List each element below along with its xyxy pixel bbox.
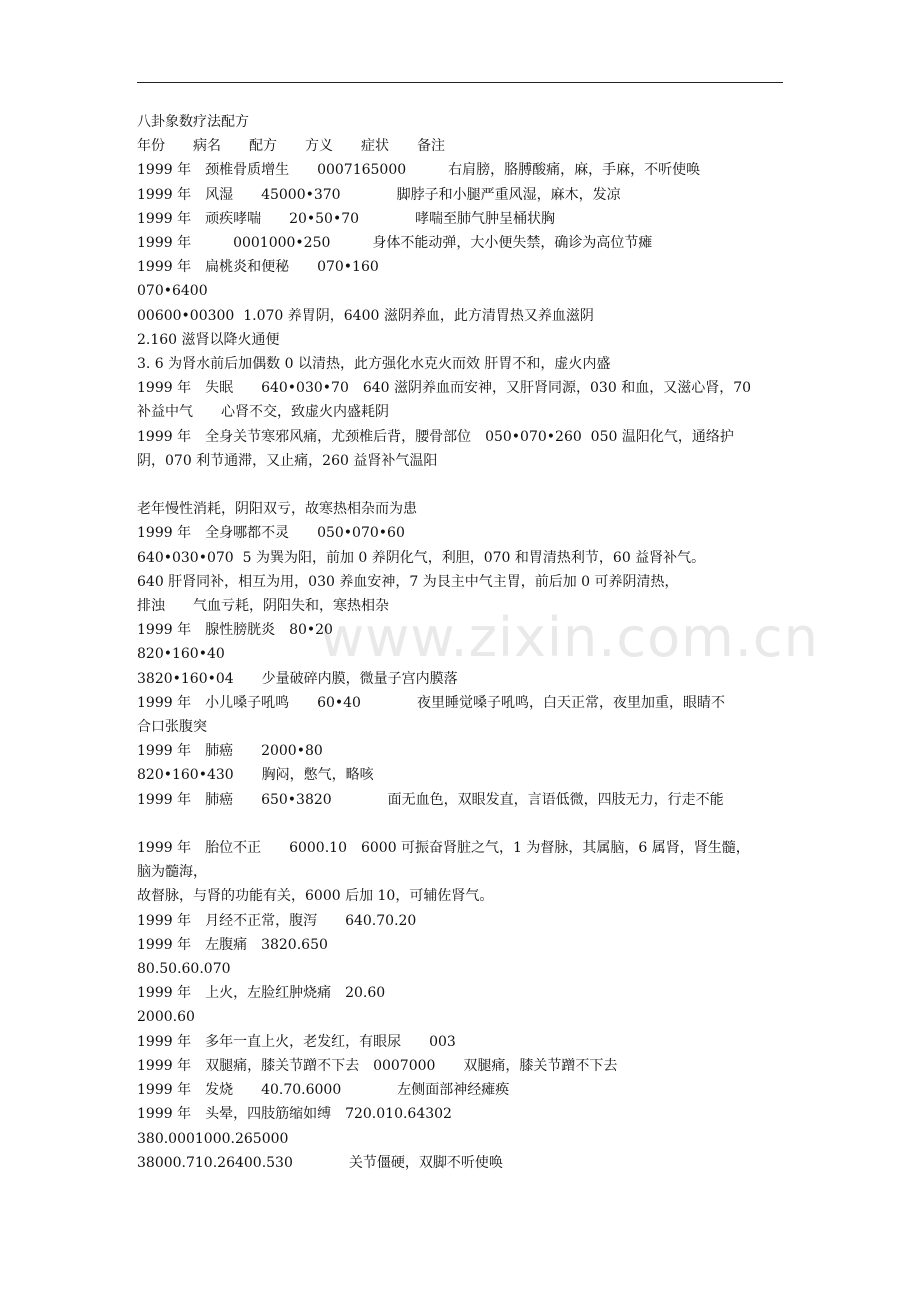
text-line: [137, 812, 787, 836]
text-line: 820•160•40: [137, 646, 225, 663]
text-line: 合口张腹突: [137, 719, 207, 736]
text-line: 640•030•070 5 为巽为阳，前加 0 养阴化气，利胆，070 和胃清热利节，60 益肾补气。: [137, 549, 706, 566]
text-line: 00600•00300 1.070 养胃阴，6400 滋阴养血，此方清胃热又养血滋阴: [137, 307, 594, 324]
text-line: 1999 年 扁桃炎和便秘 070•160: [137, 259, 379, 276]
text-line: 3820•160•04 少量破碎内膜，微量子宫内膜落: [137, 670, 458, 687]
text-line: 1999 年 上火，左脸红肿烧痛 20.60: [137, 985, 386, 1002]
text-line: 1999 年 腺性膀胱炎 80•20: [137, 622, 333, 639]
text-line: 1999 年 风湿 45000•370 脚脖子和小腿严重风湿，麻木，发凉: [137, 186, 621, 203]
text-line: 640 肝肾同补，相互为用，030 养血安神，7 为艮主中气主胃，前后加 0 可养阴清热，: [137, 573, 679, 590]
text-line: [137, 473, 787, 497]
text-line: 1999 年 月经不正常，腹泻 640.70.20: [137, 912, 417, 929]
text-line: 年份 病名 配方 方义 症状 备注: [137, 138, 445, 155]
text-line: 脑为髓海，: [137, 864, 207, 881]
text-line: 老年慢性消耗，阴阳双亏，故寒热相杂而为患: [137, 501, 417, 518]
text-line: 1999 年 左腹痛 3820.650: [137, 936, 328, 953]
text-line: 1999 年 全身关节寒邪风痛，尤颈椎后背，腰骨部位 050•070•260 050 温阳化气，通络护: [137, 428, 734, 445]
text-line: 1999 年 多年一直上火，老发红，有眼尿 003: [137, 1033, 456, 1050]
text-line: 1999 年 胎位不正 6000.10 6000 可振奋肾脏之气，1 为督脉，其属脑，6 属肾，肾生髓，: [137, 840, 750, 857]
text-line: 1999 年 小儿嗓子吼鸣 60•40 夜里睡觉嗓子吼鸣，白天正常，夜里加重，眼睛不: [137, 694, 725, 711]
text-line: 80.50.60.070: [137, 961, 231, 978]
text-line: 1999 年 失眠 640•030•70 640 滋阴养血而安神，又肝肾同源，030 和血，又滋心肾，70: [137, 380, 752, 397]
text-line: 070•6400: [137, 283, 208, 300]
text-line: 1999 年 全身哪都不灵 050•070•60: [137, 525, 405, 542]
text-line: 3. 6 为肾水前后加偶数 0 以清热，此方强化水克火而效 肝胃不和，虚火内盛: [137, 356, 611, 373]
text-line: 1999 年 颈椎骨质增生 0007165000 右肩膀，胳膊酸痛，麻，手麻，不听使唤: [137, 162, 701, 179]
text-line: 排浊 气血亏耗，阴阳失和，寒热相杂: [137, 598, 389, 615]
watermark: www.zixin.com.cn: [320, 606, 819, 669]
text-line: 补益中气 心肾不交，致虚火内盛耗阴: [137, 404, 389, 421]
text-line: 1999 年 发烧 40.70.6000 左侧面部神经瘫痪: [137, 1082, 510, 1099]
document-body: [137, 110, 787, 1175]
text-line: 1999 年 肺癌 650•3820 面无血色，双眼发直，言语低微，四肢无力，行走不能: [137, 791, 724, 808]
text-line: 38000.710.26400.530 关节僵硬，双脚不听使唤: [137, 1154, 503, 1171]
text-line: 1999 年 顽疾哮喘 20•50•70 哮喘至肺气肿呈桶状胸: [137, 210, 556, 227]
text-line: 1999 年 双腿痛，膝关节蹭不下去 0007000 双腿痛，膝关节蹭不下去: [137, 1057, 618, 1074]
text-line: 2.160 滋肾以降火通便: [137, 331, 280, 348]
text-line: 820•160•430 胸闷，憋气，略咳: [137, 767, 374, 784]
text-line: 八卦象数疗法配方: [137, 114, 249, 130]
text-line: 阴，070 利节通滞，又止痛，260 益肾补气温阳: [137, 452, 438, 469]
text-line: 2000.60: [137, 1009, 195, 1026]
header-rule: [137, 82, 783, 83]
text-line: 380.0001000.265000: [137, 1130, 289, 1147]
text-line: 1999 年 头晕，四肢筋缩如缚 720.010.64302: [137, 1106, 452, 1123]
text-line: 1999 年 肺癌 2000•80: [137, 743, 323, 760]
text-line: 1999 年 0001000•250 身体不能动弹，大小便失禁，确诊为高位节瘫: [137, 235, 653, 252]
text-line: 故督脉，与肾的功能有关，6000 后加 10，可辅佐肾气。: [137, 888, 494, 905]
